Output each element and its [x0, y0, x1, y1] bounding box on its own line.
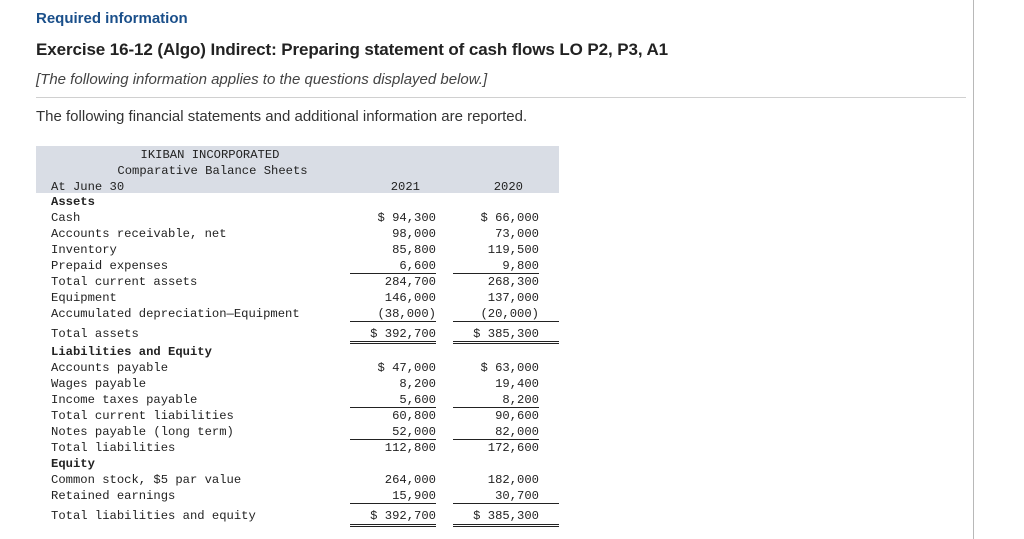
- row-value-2020: 8,200: [502, 393, 539, 407]
- row-value-2021: 98,000: [392, 227, 436, 241]
- row-value-2020: 73,000: [495, 227, 539, 241]
- row-value-2020: 9,800: [502, 259, 539, 273]
- row-value-2021: (38,000): [377, 307, 436, 321]
- row-value-2021: 15,900: [392, 489, 436, 503]
- subtotal-underline: [453, 439, 539, 440]
- row-label: Inventory: [51, 243, 117, 257]
- row-label: Wages payable: [51, 377, 147, 391]
- row-label: Common stock, $5 par value: [51, 473, 242, 487]
- subtotal-underline: [350, 273, 436, 274]
- row-label: Total liabilities: [51, 441, 176, 455]
- row-label: Accounts payable: [51, 361, 169, 375]
- row-label: Income taxes payable: [51, 393, 198, 407]
- row-label: Total liabilities and equity: [51, 509, 256, 523]
- row-value-2020: 182,000: [487, 473, 539, 487]
- row-value-2020: $ 385,300: [473, 327, 539, 341]
- balance-sheet-table: [36, 146, 559, 529]
- row-value-2021: $ 392,700: [370, 509, 436, 523]
- subtotal-underline: [350, 439, 436, 440]
- row-label: Total current assets: [51, 275, 198, 289]
- subtotal-underline: [350, 321, 436, 322]
- total-double-underline: [453, 343, 559, 344]
- row-value-2020: $ 63,000: [480, 361, 539, 375]
- row-value-2021: 85,800: [392, 243, 436, 257]
- row-value-2020: $ 66,000: [480, 211, 539, 225]
- page-right-border: [973, 0, 974, 539]
- row-value-2021: $ 47,000: [377, 361, 436, 375]
- row-value-2021: $ 392,700: [370, 327, 436, 341]
- row-value-2021: 5,600: [399, 393, 436, 407]
- row-value-2020: 19,400: [495, 377, 539, 391]
- statement-name: Comparative Balance Sheets: [117, 164, 308, 178]
- subtotal-underline: [453, 503, 559, 504]
- row-value-2021: $ 94,300: [377, 211, 436, 225]
- row-value-2021: 8,200: [399, 377, 436, 391]
- row-label: Total current liabilities: [51, 409, 234, 423]
- row-value-2020: 90,600: [495, 409, 539, 423]
- total-double-underline: [453, 526, 559, 527]
- subtotal-underline: [453, 273, 539, 274]
- row-label: Notes payable (long term): [51, 425, 234, 439]
- year-2021-header: 2021: [390, 180, 420, 194]
- row-value-2020: $ 385,300: [473, 509, 539, 523]
- row-value-2021: 284,700: [384, 275, 436, 289]
- row-value-2020: 172,600: [487, 441, 539, 455]
- exercise-title: Exercise 16-12 (Algo) Indirect: Preparing statement of cash flows LO P2, P3, A1: [36, 40, 668, 59]
- row-value-2020: 268,300: [487, 275, 539, 289]
- assets-heading: Assets: [51, 195, 95, 209]
- row-value-2020: 137,000: [487, 291, 539, 305]
- row-label: Accounts receivable, net: [51, 227, 227, 241]
- row-label: Retained earnings: [51, 489, 176, 503]
- row-value-2021: 264,000: [384, 473, 436, 487]
- year-2020-header: 2020: [493, 180, 523, 194]
- row-value-2021: 52,000: [392, 425, 436, 439]
- total-double-underline: [350, 343, 436, 344]
- row-value-2021: 146,000: [384, 291, 436, 305]
- row-value-2021: 112,800: [384, 441, 436, 455]
- liabilities-equity-heading: Liabilities and Equity: [51, 345, 212, 359]
- row-value-2020: 30,700: [495, 489, 539, 503]
- equity-heading: Equity: [51, 457, 95, 471]
- subtotal-underline: [453, 407, 539, 408]
- row-value-2020: 119,500: [487, 243, 539, 257]
- company-name: IKIBAN INCORPORATED: [140, 148, 280, 162]
- row-value-2020: 82,000: [495, 425, 539, 439]
- row-label: Cash: [51, 211, 81, 225]
- subtotal-underline: [350, 503, 436, 504]
- intro-text: The following financial statements and additional information are reported.: [36, 108, 528, 125]
- required-information-heading: Required information: [36, 10, 188, 27]
- subtotal-underline: [350, 407, 436, 408]
- total-double-underline: [350, 341, 436, 342]
- row-label: Equipment: [51, 291, 117, 305]
- total-double-underline: [350, 526, 436, 527]
- row-value-2021: 6,600: [399, 259, 436, 273]
- row-label: Accumulated depreciation—Equipment: [51, 307, 300, 321]
- total-double-underline: [453, 524, 559, 525]
- subtotal-underline: [453, 321, 559, 322]
- instructions-note: [The following information applies to the questions displayed below.]: [36, 71, 488, 88]
- row-label: Total assets: [51, 327, 139, 341]
- total-double-underline: [350, 524, 436, 525]
- row-label: Prepaid expenses: [51, 259, 169, 273]
- divider: [36, 97, 966, 98]
- row-value-2020: (20,000): [480, 307, 539, 321]
- date-label: At June 30: [51, 180, 125, 194]
- row-value-2021: 60,800: [392, 409, 436, 423]
- total-double-underline: [453, 341, 559, 342]
